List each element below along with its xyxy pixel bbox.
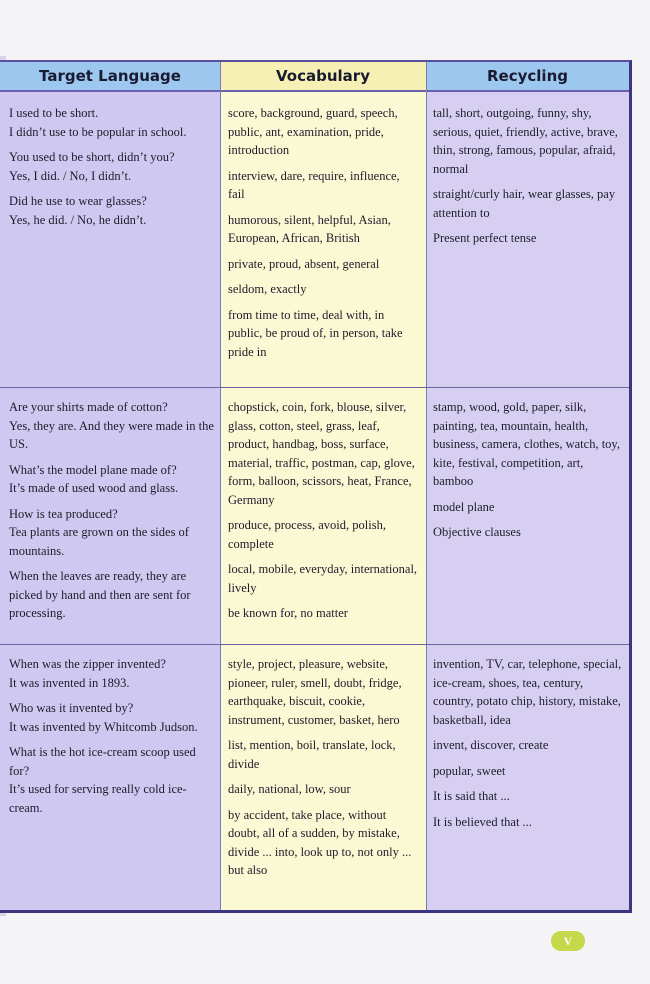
row-divider <box>0 644 629 645</box>
vocabulary-item: daily, national, low, sour <box>228 782 351 796</box>
row-3-recycling <box>433 655 623 838</box>
recycling-item: Objective clauses <box>433 525 521 539</box>
row-2-target-language <box>9 398 214 630</box>
target-language-item: When was the zipper invented? It was invented in 1893. <box>9 657 166 690</box>
header-recycling: Recycling <box>426 62 629 92</box>
recycling-item: It is said that ... <box>433 789 510 803</box>
column-divider <box>220 62 221 910</box>
recycling-item: Present perfect tense <box>433 231 537 245</box>
row-2-recycling <box>433 398 623 549</box>
recycling-item: stamp, wood, gold, paper, silk, painting, tea, mountain, health, business, camera, clothes, watch, toy, kite, festival, competition, art, bamboo <box>433 400 620 488</box>
vocabulary-item: seldom, exactly <box>228 282 307 296</box>
vocabulary-item: produce, process, avoid, polish, complete <box>228 518 386 551</box>
vocabulary-item: be known for, no matter <box>228 606 348 620</box>
recycling-item: It is believed that ... <box>433 814 532 829</box>
vocabulary-item: from time to time, deal with, in public, be proud of, in person, take pride in <box>228 307 403 359</box>
vocabulary-item: score, background, guard, speech, public, ant, examination, pride, introduction <box>228 106 398 157</box>
target-language-item: You used to be short, didn’t you? Yes, I did. / No, I didn’t. <box>9 150 175 183</box>
recycling-item: invention, TV, car, telephone, special, ice-cream, shoes, tea, century, country, potato chip, history, mistake, basketball, idea <box>433 657 622 727</box>
target-language-item: What is the hot ice-cream scoop used for? It’s used for serving really cold ice-cream. <box>9 745 196 815</box>
target-language-item: Are your shirts made of cotton? Yes, they are. And they were made in the US. <box>9 400 214 451</box>
target-language-item: Did he use to wear glasses? Yes, he did. / No, he didn’t. <box>9 194 147 227</box>
target-language-item: When the leaves are ready, they are picked by hand and then are sent for processing. <box>9 569 191 620</box>
recycling-item: model plane <box>433 499 495 514</box>
recycling-item: straight/curly hair, wear glasses, pay attention to <box>433 187 616 220</box>
syllabus-table <box>0 60 632 913</box>
row-2-vocabulary <box>228 398 418 630</box>
target-language-item: I used to be short. I didn’t use to be popular in school. <box>9 106 187 139</box>
column-divider <box>426 62 427 910</box>
page-number-badge: V <box>551 931 585 951</box>
row-divider <box>0 387 629 388</box>
row-1-recycling <box>433 104 623 255</box>
vocabulary-item: list, mention, boil, translate, lock, divide <box>228 738 396 771</box>
vocabulary-item: humorous, silent, helpful, Asian, European, African, British <box>228 212 391 245</box>
target-language-item: Who was it invented by? It was invented by Whitcomb Judson. <box>9 701 198 734</box>
header-vocabulary: Vocabulary <box>220 62 426 92</box>
row-3-target-language <box>9 655 214 824</box>
vocabulary-item: local, mobile, everyday, international, lively <box>228 562 418 595</box>
vocabulary-item: style, project, pleasure, website, pioneer, ruler, smell, doubt, fridge, earthquake, biscuit, cookie, instrument, customer, basket, hero <box>228 657 402 727</box>
target-language-item: How is tea produced? Tea plants are grown on the sides of mountains. <box>9 506 189 558</box>
vocabulary-item: private, proud, absent, general <box>228 256 380 271</box>
row-3-vocabulary <box>228 655 418 887</box>
row-1-vocabulary <box>228 104 418 368</box>
vocabulary-item: interview, dare, require, influence, fail <box>228 168 400 201</box>
recycling-item: popular, sweet <box>433 763 506 778</box>
recycling-item: tall, short, outgoing, funny, shy, serious, quiet, friendly, active, brave, thin, strong, famous, popular, afraid, normal <box>433 106 618 176</box>
recycling-item: invent, discover, create <box>433 738 549 752</box>
target-language-item: What’s the model plane made of? It’s made of used wood and glass. <box>9 462 179 495</box>
header-target-language: Target Language <box>0 62 220 92</box>
vocabulary-item: chopstick, coin, fork, blouse, silver, glass, cotton, steel, grass, leaf, product, handbag, boss, surface, material, traffic, postman, cap, glove, form, balloon, scissors, heat, France, Germany <box>228 400 415 507</box>
row-1-target-language <box>9 104 214 236</box>
vocabulary-item: by accident, take place, without doubt, all of a sudden, by mistake, divide ... into, look up to, not only ... but also <box>228 807 412 877</box>
